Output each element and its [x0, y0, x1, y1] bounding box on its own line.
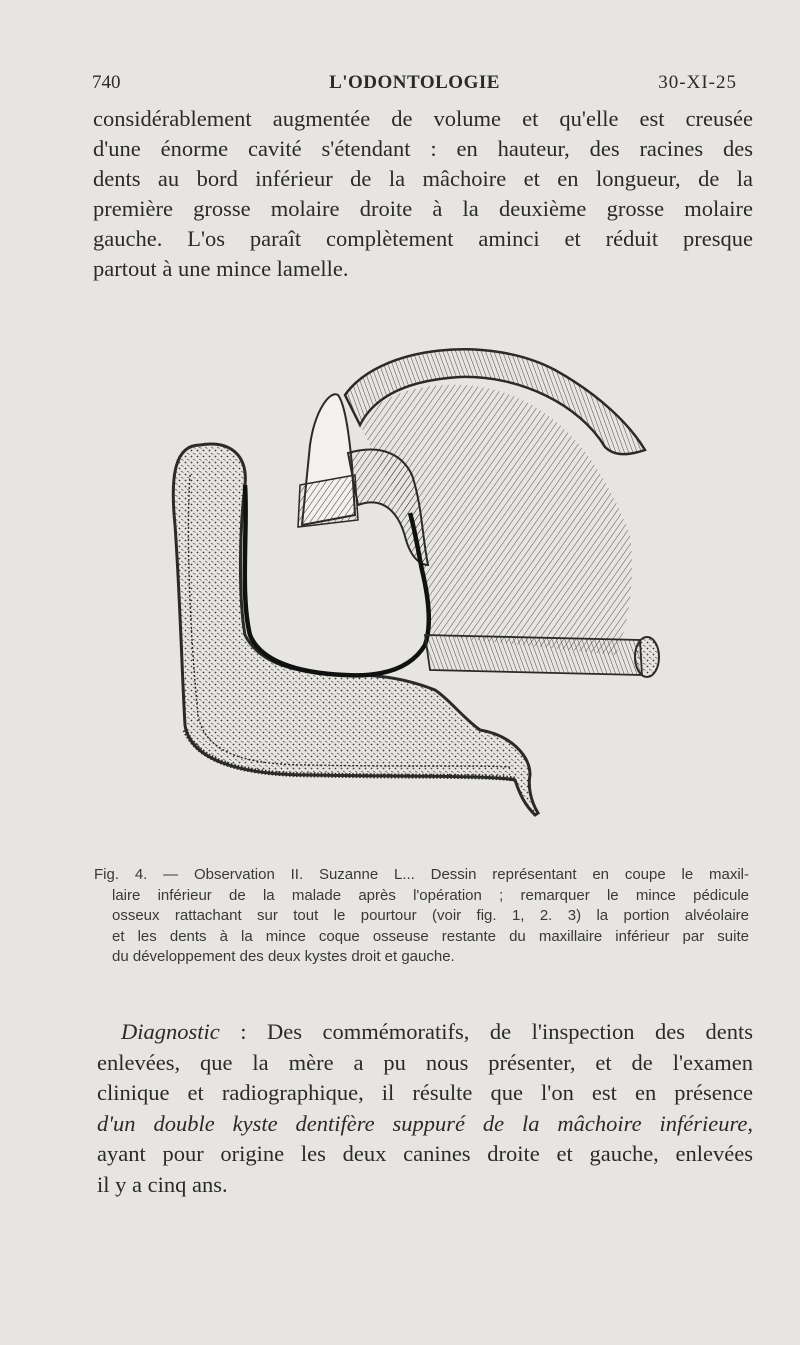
nerve-bundle — [425, 635, 642, 675]
caption-line: et les dents à la mince coque osseuse restante du maxillaire inférieur par suite — [112, 927, 749, 945]
figure-caption — [94, 865, 749, 968]
text-line: enlevées, que la mère a pu nous présenter, et de l'examen — [97, 1049, 753, 1075]
caption-label: Fig. 4. — — [94, 866, 194, 883]
nerve-bundle-end — [635, 637, 659, 677]
diagnostic-paragraph — [97, 1017, 753, 1200]
issue-date: 30-XI-25 — [658, 72, 737, 93]
text-line: gauche. L'os paraît complètement aminci et réduit presque — [93, 226, 753, 251]
caption-line: Fig. 4. — Observation II. Suzanne L... Dessin représentant en coupe le maxil- — [94, 866, 749, 883]
text-line: ayant pour origine les deux canines droite et gauche, enlevées — [97, 1141, 753, 1166]
jaw-cross-section-illustration — [160, 335, 670, 825]
running-head — [92, 72, 737, 102]
page-number: 740 — [92, 72, 121, 93]
text-line: considérablement augmentée de volume et qu'elle est creusée — [93, 106, 753, 131]
text-line: il y a cinq ans. — [97, 1171, 228, 1197]
journal-title: L'ODONTOLOGIE — [329, 72, 500, 93]
text-line: première grosse molaire droite à la deuxième grosse molaire — [93, 196, 753, 221]
caption-line: osseux rattachant sur tout le pourtour (voir fig. 1, 2. 3) la portion alvéolaire — [112, 907, 749, 924]
text-line: clinique et radiographique, il résulte que l'on est en présence — [97, 1080, 753, 1105]
diagnosis-italic-line: d'un double kyste dentifère suppuré de la mâchoire inférieure, — [97, 1110, 753, 1136]
text-line: dents au bord inférieur de la mâchoire et en longueur, de la — [93, 166, 753, 191]
caption-line: du développement des deux kystes droit et gauche. — [112, 948, 455, 965]
text-line: partout à une mince lamelle. — [93, 256, 349, 281]
caption-line: laire inférieur de la malade après l'opération ; remarquer le mince pédicule — [112, 886, 749, 904]
top-paragraph — [93, 104, 753, 284]
text-line: d'une énorme cavité s'étendant : en hauteur, des racines des — [93, 136, 753, 161]
text-line: Diagnostic : Des commémoratifs, de l'inspection des dents — [121, 1019, 753, 1044]
diagnostic-heading: Diagnostic — [121, 1019, 220, 1044]
